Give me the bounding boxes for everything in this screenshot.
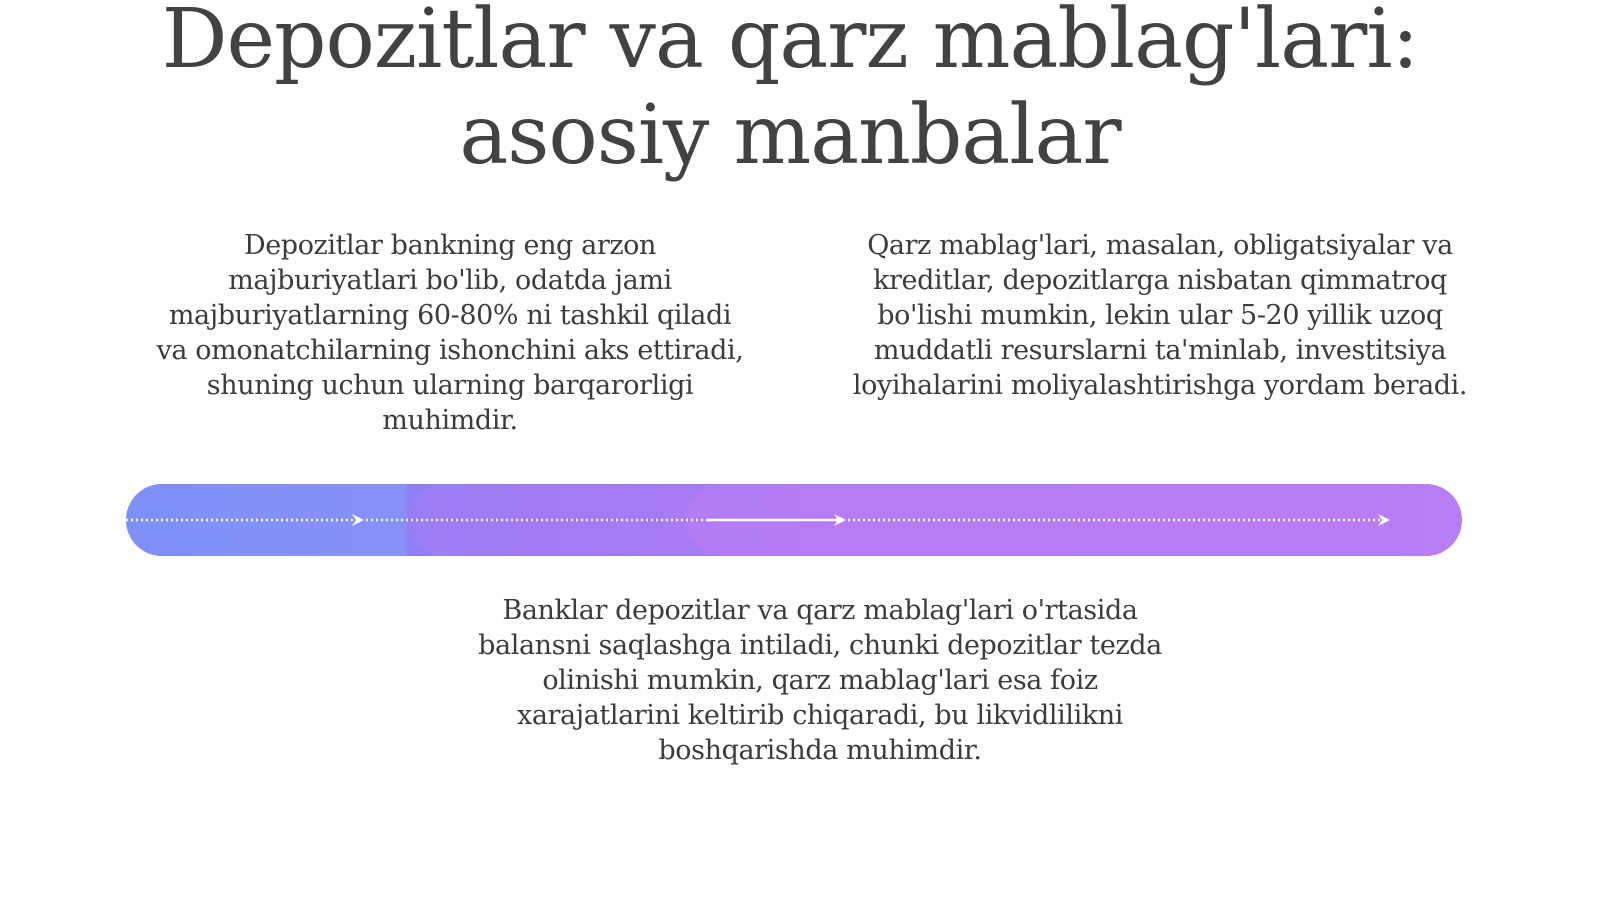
deposits-description: Depozitlar bankning eng arzon majburiyatlari bo'lib, odatda jami majburiyatlarning 60-80% ni tashkil qiladi va omonatchilarning ishonchini aks ettiradi, shuning uchun ularning barqarorligi muhimdir. <box>156 230 744 436</box>
slide-title-line-1: Depozitlar va qarz mablag'lari: <box>161 0 1419 87</box>
slide-title-line-2: asosiy manbalar <box>459 88 1121 183</box>
arrow-right-icon <box>352 514 364 526</box>
timeline-bar <box>126 484 1462 556</box>
slide-title <box>0 0 1580 184</box>
timeline-arrows <box>126 484 1462 556</box>
borrowed-funds-description: Qarz mablag'lari, masalan, obligatsiyalar va kreditlar, depozitlarga nisbatan qimmatroq bo'lishi mumkin, lekin ular 5-20 yillik uzoq muddatli resurslarni ta'minlab, investitsiya loyihalarini moliyalashtirishga yordam beradi. <box>852 230 1468 401</box>
balance-description: Banklar depozitlar va qarz mablag'lari o'rtasida balansni saqlashga intiladi, chunki depozitlar tezda olinishi mumkin, qarz mablag'lari esa foiz xarajatlarini keltirib chiqaradi, bu likvidlilikni boshqarishda muhimdir. <box>478 595 1162 766</box>
